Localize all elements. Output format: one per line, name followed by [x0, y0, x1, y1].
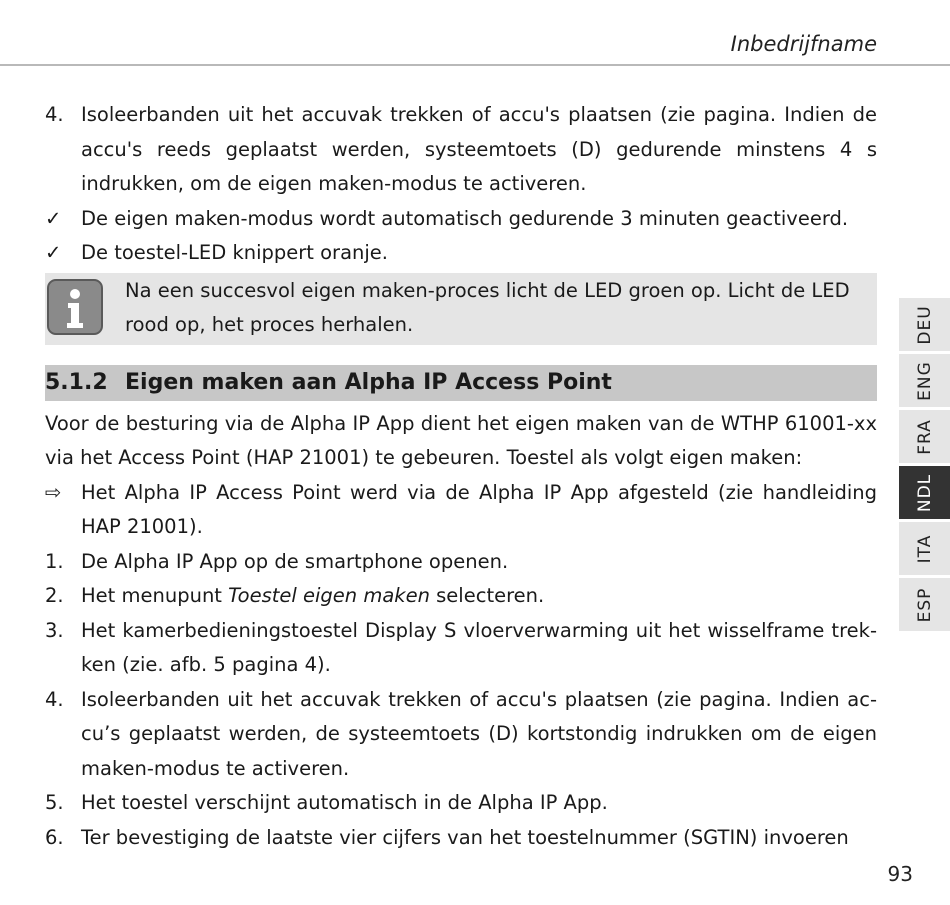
prerequisite-text: Het Alpha IP Access Point werd via de Alpha IP App afgesteld (zie handleiding HAP 21001).	[81, 480, 877, 538]
tab-label: ESP	[914, 587, 935, 622]
step-text: Ter bevestiging de laatste vier cijfers van het toestelnummer (SGTIN) invoeren	[81, 825, 849, 849]
tab-eng[interactable]	[899, 354, 950, 407]
step-item	[45, 821, 877, 856]
page-content	[45, 98, 877, 855]
step-number: 1.	[45, 549, 64, 573]
section-heading	[45, 365, 877, 401]
header-divider	[0, 64, 950, 66]
page-number: 93	[887, 862, 913, 886]
step-number: 5.	[45, 791, 64, 814]
section-title: Eigen maken aan Alpha IP Access Point	[125, 369, 612, 395]
check-item	[45, 236, 877, 271]
tab-label: ENG	[914, 360, 935, 401]
language-tabs	[899, 298, 950, 634]
tab-ndl[interactable]	[899, 466, 950, 519]
step-item	[45, 786, 877, 821]
menu-item-name: Toestel eigen maken	[228, 584, 430, 607]
step-text	[81, 584, 544, 607]
step-number: 4.	[45, 103, 64, 126]
step-text: Het kamerbedieningstoestel Display S vloerverwarming uit het wisselframe trek-ken (zie. afb. 5 pagina 4).	[81, 618, 877, 676]
step-number: 4.	[45, 687, 64, 711]
info-note	[45, 273, 877, 345]
check-item	[45, 202, 877, 237]
page-header-title: Inbedrijfname	[730, 32, 877, 56]
step-item	[45, 545, 877, 580]
step-text-before: Het menupunt	[81, 584, 229, 607]
tab-fra[interactable]	[899, 410, 950, 463]
checkmark-icon: ✓	[45, 206, 62, 230]
checkmark-icon: ✓	[45, 241, 62, 264]
tab-label: ITA	[914, 534, 935, 563]
step-text: Het toestel verschijnt automatisch in de Alpha IP App.	[81, 791, 608, 814]
section-intro: Voor de besturing via de Alpha IP App dient het eigen maken van de WTHP 61001-xx via het Access Point (HAP 21001) te gebeuren. Toestel als volgt eigen maken:	[45, 411, 877, 469]
tab-label: DEU	[914, 304, 935, 345]
step-item	[45, 683, 877, 787]
check-text: De toestel-LED knippert oranje.	[81, 241, 388, 264]
step-item	[45, 98, 877, 202]
step-text: De Alpha IP App op de smartphone openen.	[81, 549, 509, 573]
tab-label: FRA	[914, 418, 935, 455]
info-icon	[47, 279, 103, 335]
tab-deu[interactable]	[899, 298, 950, 351]
arrow-right-icon: ⇨	[45, 480, 62, 504]
tab-esp[interactable]	[899, 578, 950, 631]
step-number: 6.	[45, 825, 64, 849]
check-text: De eigen maken-modus wordt automatisch gedurende 3 minuten geactiveerd.	[81, 206, 849, 230]
step-text: Isoleerbanden uit het accuvak trekken of accu's plaatsen (zie pagina. Indien de accu's reeds geplaatst werden, systeemtoets (D) gedurende minstens 4 s indrukken, om de eigen maken-modus te activeren.	[81, 103, 877, 195]
step-text: Isoleerbanden uit het accuvak trekken of accu's plaatsen (zie pagina. Indien ac-cu’s geplaatst werden, de systeemtoets (D) kortstondig indrukken om de eigen maken-modus te activeren.	[81, 687, 877, 780]
step-number: 2.	[45, 584, 64, 607]
step-item	[45, 614, 877, 683]
prerequisite-item	[45, 476, 877, 545]
tab-label: NDL	[914, 473, 935, 512]
tab-ita[interactable]	[899, 522, 950, 575]
step-item	[45, 579, 877, 614]
info-note-text: Na een succesvol eigen maken-proces licht de LED groen op. Licht de LED rood op, het proces herhalen.	[125, 278, 850, 336]
step-text-after: selecteren.	[429, 584, 545, 607]
section-number: 5.1.2	[45, 369, 108, 395]
step-number: 3.	[45, 618, 64, 642]
